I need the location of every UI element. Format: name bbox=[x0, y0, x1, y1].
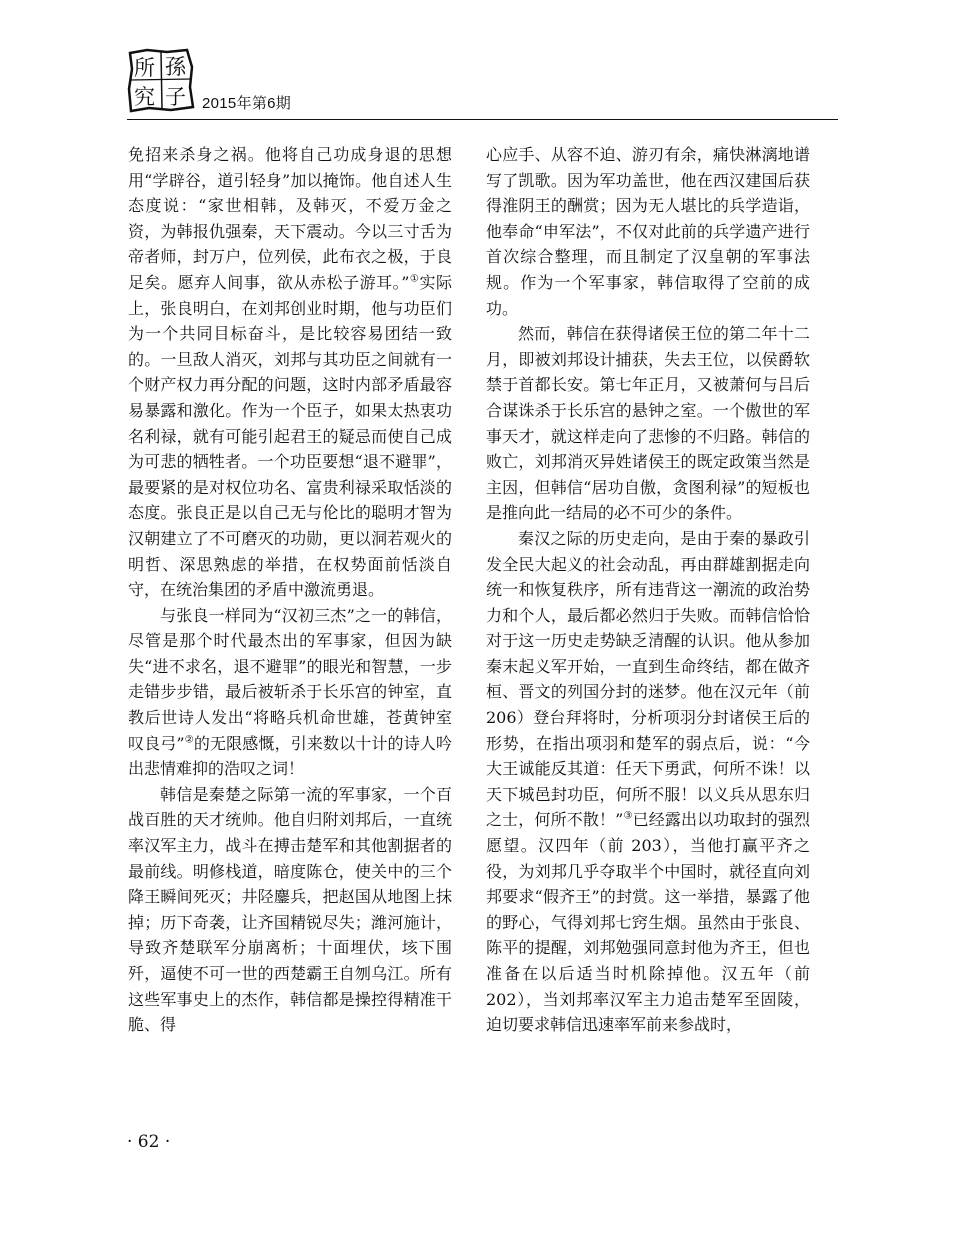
logo-char-4: 子 bbox=[165, 85, 186, 109]
footnote-marker: ② bbox=[184, 734, 194, 746]
journal-logo-seal bbox=[127, 47, 195, 113]
header-divider bbox=[127, 119, 838, 120]
paragraph-text: 实际上，张良明白，在刘邦创业时期，他与功臣们为一个共同目标奋斗，是比较容易团结一致的。一旦敌人消灭，刘邦与其功臣之间就有一个财产权力再分配的问题，这时内部矛盾最容易暴露和激化。作为一个臣子，如果太热衷功名利禄，就有可能引起君王的疑忌而使自己成为可悲的牺牲者。一个功臣要想“退不避罪”，最要紧的是对权位功名、富贵利禄采取恬淡的态度。张良正是以自己无与伦比的聪明才智为汉朝建立了不可磨灭的功勋，更以洞若观火的明哲、深思熟虑的举措，在权势面前恬淡自守，在统治集团的矛盾中激流勇退。 bbox=[128, 272, 452, 600]
logo-char-2: 孫 bbox=[165, 55, 186, 79]
paragraph-text: 韩信是秦楚之际第一流的军事家，一个百战百胜的天才统帅。他自归附刘邦后，一直统率汉军主力，战斗在搏击楚军和其他割据者的最前线。明修栈道，暗度陈仓，使关中的三个降王瞬间死灭；井陉鏖兵，把赵国从地图上抹掉；历下奇袭，让齐国精锐尽失；潍河施计，导致齐楚联军分崩离析；十面埋伏，垓下围歼，逼使不可一世的西楚霸王自刎乌江。所有这些军事史上的杰作，韩信都是操控得精准干脆、得 bbox=[128, 784, 452, 1035]
page-number: · 62 · bbox=[127, 1132, 171, 1152]
paragraph-text: 心应手、从容不迫、游刃有余，痛快淋漓地谱写了凯歌。因为军功盖世，他在西汉建国后获得淮阴王的酬赏；因为无人堪比的兵学造诣，他奉命“申军法”，不仅对此前的兵学遗产进行首次综合整理，而且制定了汉皇朝的军事法规。作为一个军事家，韩信取得了空前的成功。 bbox=[486, 145, 810, 318]
logo-char-1: 所 bbox=[134, 56, 155, 80]
paragraph-text: 免招来杀身之祸。他将自己功成身退的思想用“学辟谷，道引轻身”加以掩饰。他自述人生态度说：“家世相韩，及韩灭，不爱万金之资，为韩报仇强秦，天下震动。今以三寸舌为帝者师，封万户，位列侯，此布衣之极，于良足矣。愿弃人间事，欲从赤松子游耳。” bbox=[128, 145, 452, 292]
paragraph bbox=[486, 321, 810, 526]
footnote-marker: ③ bbox=[623, 811, 633, 823]
logo-char-3: 究 bbox=[134, 85, 155, 109]
paragraph-text: 然而，韩信在获得诸侯王位的第二年十二月，即被刘邦设计捕获，失去王位，以侯爵软禁于首都长安。第七年正月，又被萧何与吕后合谋诛杀于长乐宫的悬钟之室。一个傲世的军事天才，就这样走向了悲惨的不归路。韩信的败亡，刘邦消灭异姓诸侯王的既定政策当然是主因，但韩信“居功自傲，贪图利禄”的短板也是推向此一结局的必不可少的条件。 bbox=[486, 324, 810, 523]
paragraph bbox=[486, 526, 810, 1038]
paragraph bbox=[128, 782, 452, 1038]
paragraph bbox=[128, 142, 452, 603]
paragraph-text: 与张良一样同为“汉初三杰”之一的韩信，尽管是那个时代最杰出的军事家，但因为缺失“进不求名，退不避罪”的眼光和智慧，一步走错步步错，最后被斩杀于长乐宫的钟室，直教后世诗人发出“将略兵机命世雄，苍黄钟室叹良弓” bbox=[128, 605, 452, 753]
issue-label: 2015年第6期 bbox=[202, 95, 292, 112]
footnote-marker: ① bbox=[409, 273, 420, 285]
paragraph bbox=[128, 603, 452, 782]
right-column bbox=[486, 142, 810, 1038]
paragraph-text: 已经露出以功取封的强烈愿望。汉四年（前 203），当他打赢平齐之役，为刘邦几乎夺取半个中国时，就径直向刘邦要求“假齐王”的封赏。这一举措，暴露了他的野心，气得刘邦七窍生烟。虽然由于张良、陈平的提醒，刘邦勉强同意封他为齐王，但也准备在以后适当时机除掉他。汉五年（前 202），当刘邦率汉军主力追击楚军至固陵，迫切要求韩信迅速率军前来参战时， bbox=[486, 810, 810, 1035]
journal-logo bbox=[127, 47, 195, 113]
left-column bbox=[128, 142, 452, 1038]
paragraph bbox=[486, 142, 810, 321]
paragraph-text: 秦汉之际的历史走向，是由于秦的暴政引发全民大起义的社会动乱，再由群雄割据走向统一和恢复秩序，所有违背这一潮流的政治势力和个人，最后都必然归于失败。而韩信恰恰对于这一历史走势缺乏清醒的认识。他从参加秦末起义军开始，一直到生命终结，都在做齐桓、晋文的列国分封的迷梦。他在汉元年（前 206）登台拜将时，分析项羽分封诸侯王后的形势，在指出项羽和楚军的弱点后，说：“今大王诚能反其道：任天下勇武，何所不诛！以天下城邑封功臣，何所不服！以义兵从思东归之士，何所不散！” bbox=[486, 528, 810, 830]
paragraph-text: 的无限感慨，引来数以十计的诗人吟出悲情难抑的浩叹之词！ bbox=[128, 733, 452, 779]
